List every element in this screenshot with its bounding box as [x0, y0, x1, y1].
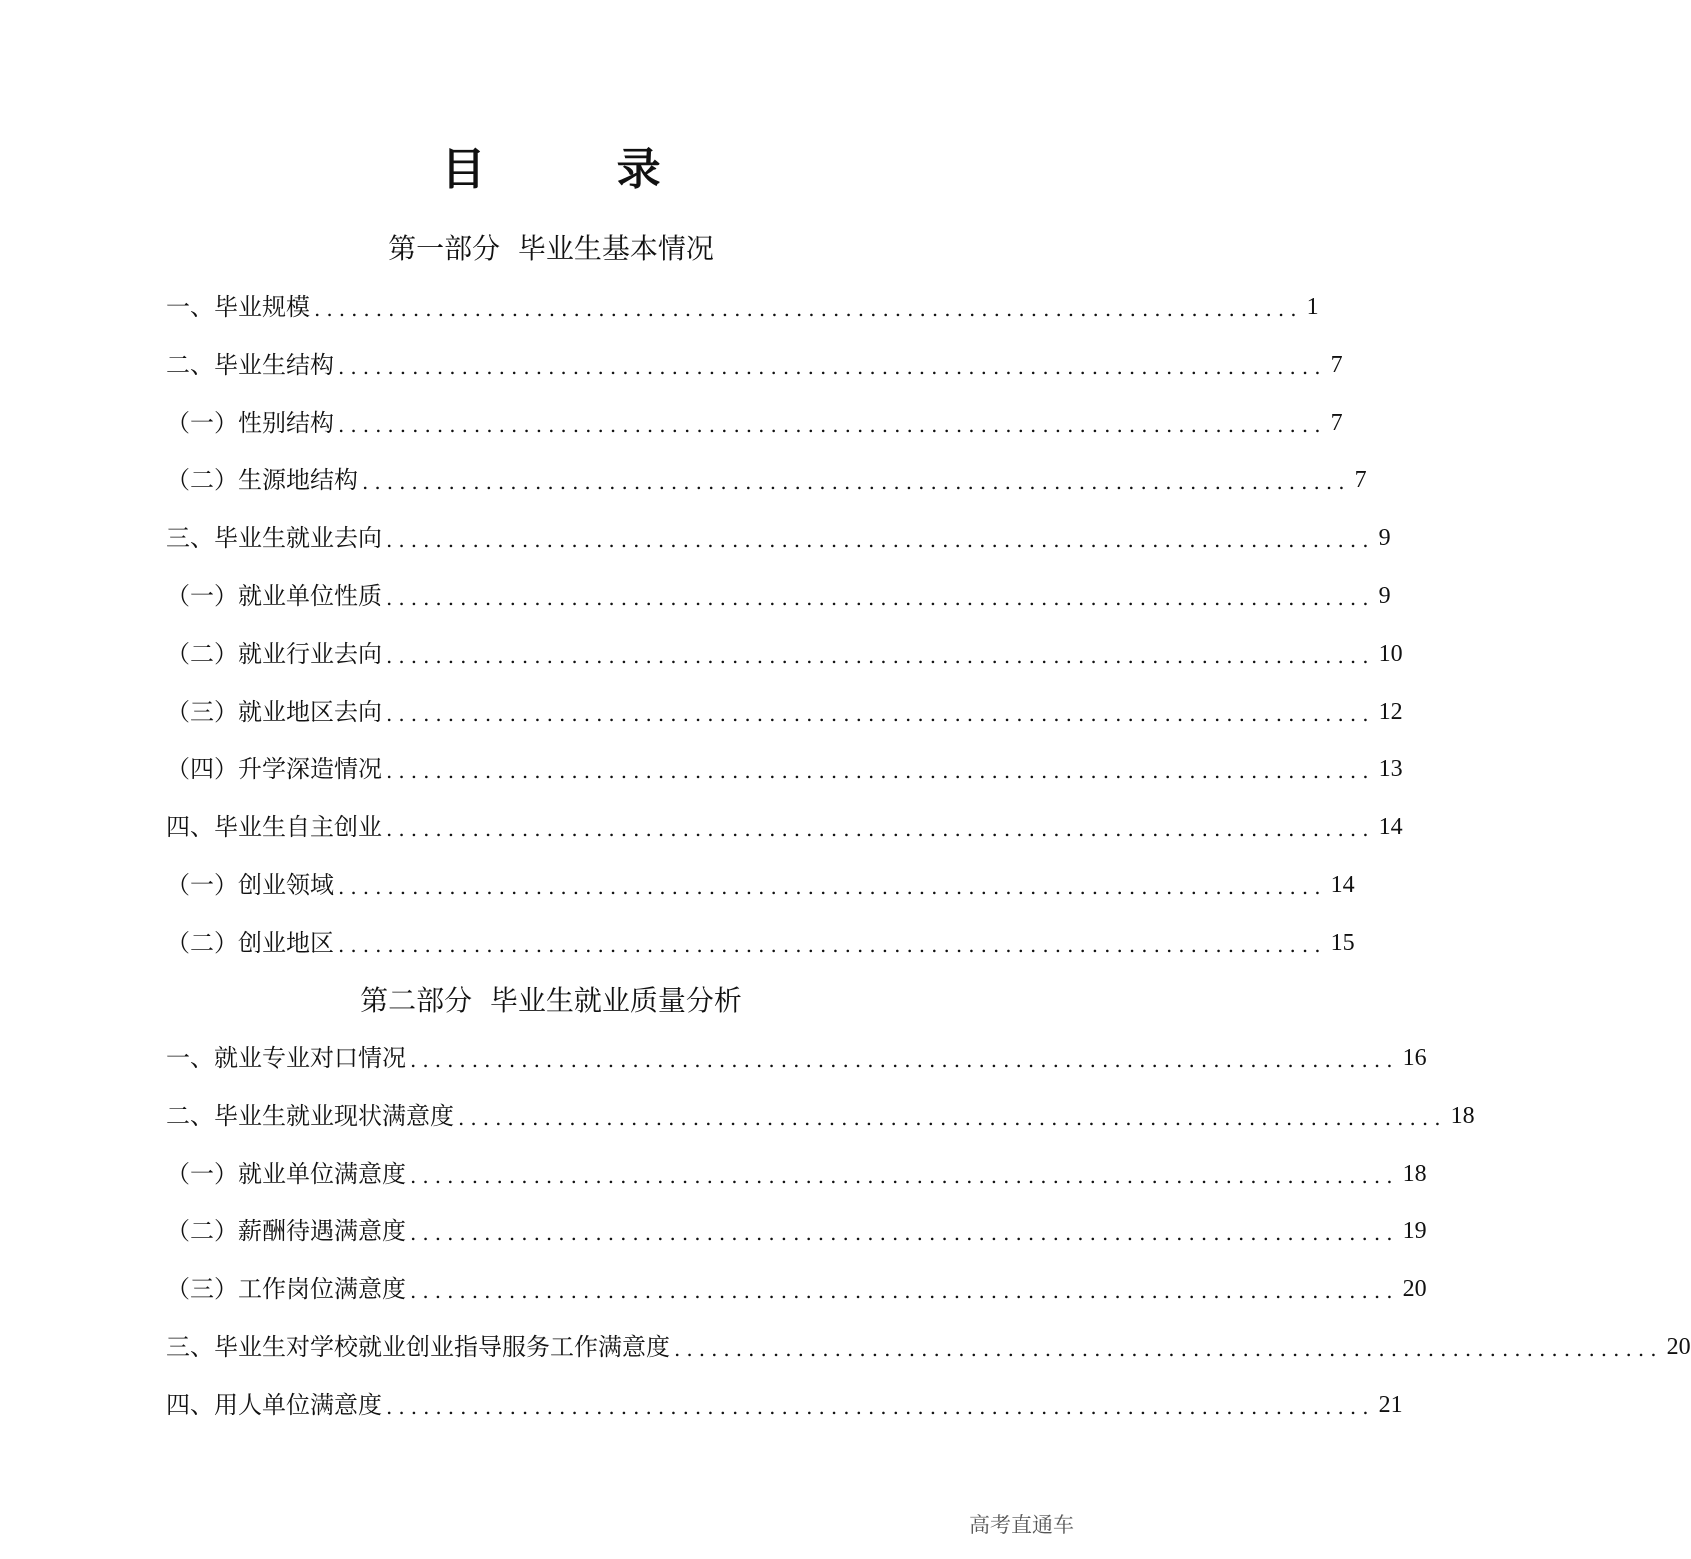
toc-page-number: 7 [1330, 352, 1343, 378]
toc-leader: ................................................................................ [338, 355, 1327, 379]
toc-entry-text: （四）升学深造情况 [166, 755, 382, 783]
toc-leader: ................................................................................ [386, 586, 1375, 610]
toc-page-number: 13 [1378, 756, 1403, 782]
toc-page-number: 20 [1666, 1334, 1691, 1360]
toc-entry[interactable] [166, 1041, 1427, 1075]
toc-page-number: 1 [1306, 294, 1319, 320]
toc-entry-text: （二）薪酬待遇满意度 [166, 1217, 406, 1245]
toc-page-number: 15 [1330, 930, 1355, 956]
toc-entry[interactable] [166, 810, 1403, 844]
toc-page-number: 14 [1330, 872, 1355, 898]
toc-leader: ................................................................................ [362, 470, 1351, 494]
part-one-heading: 第一部分 毕业生基本情况 [388, 232, 714, 265]
toc-entry[interactable] [166, 463, 1367, 497]
toc-leader: ................................................................................ [410, 1164, 1399, 1188]
toc-entry[interactable] [166, 1214, 1427, 1248]
toc-entry[interactable] [166, 1330, 1691, 1364]
toc-leader: ................................................................................ [410, 1221, 1399, 1245]
toc-entry[interactable] [166, 348, 1343, 382]
toc-entry-text: （三）就业地区去向 [166, 698, 382, 726]
toc-entry-text: （三）工作岗位满意度 [166, 1275, 406, 1303]
toc-entry[interactable] [166, 695, 1403, 729]
toc-entry[interactable] [166, 290, 1319, 324]
part-two-heading: 第二部分 毕业生就业质量分析 [360, 984, 742, 1017]
toc-entry-text: （一）创业领域 [166, 871, 334, 899]
toc-entry-text: （一）性别结构 [166, 409, 334, 437]
toc-leader: ................................................................................ [338, 875, 1327, 899]
toc-entry-text: 一、就业专业对口情况 [166, 1044, 406, 1072]
toc-entry[interactable] [166, 1388, 1403, 1422]
toc-leader: ................................................................................ [386, 1395, 1375, 1419]
toc-page-number: 10 [1378, 641, 1403, 667]
toc-entry-text: （二）创业地区 [166, 929, 334, 957]
toc-entry-text: 三、毕业生就业去向 [166, 524, 382, 552]
toc-leader: ................................................................................ [386, 817, 1375, 841]
toc-entry[interactable] [166, 868, 1355, 902]
toc-entry[interactable] [166, 1157, 1427, 1191]
toc-page-number: 9 [1378, 525, 1391, 551]
toc-entry[interactable] [166, 1099, 1475, 1133]
toc-entry-text: （二）生源地结构 [166, 466, 358, 494]
toc-entry-text: 一、毕业规模 [166, 293, 310, 321]
toc-page-number: 20 [1402, 1276, 1427, 1302]
toc-entry-text: （二）就业行业去向 [166, 640, 382, 668]
toc-leader: ................................................................................ [386, 759, 1375, 783]
toc-entry-text: 四、用人单位满意度 [166, 1391, 382, 1419]
toc-page-number: 19 [1402, 1218, 1427, 1244]
toc-page-number: 9 [1378, 583, 1391, 609]
page-title: 目 录 [441, 144, 719, 195]
toc-page-number: 18 [1402, 1161, 1427, 1187]
watermark: 高考直通车 [969, 1513, 1074, 1537]
toc-entry-text: 二、毕业生结构 [166, 351, 334, 379]
toc-page-number: 14 [1378, 814, 1403, 840]
toc-entry-text: （一）就业单位性质 [166, 582, 382, 610]
toc-page-number: 7 [1354, 467, 1367, 493]
toc-page-number: 7 [1330, 410, 1343, 436]
toc-entry[interactable] [166, 926, 1355, 960]
toc-leader: ................................................................................ [386, 702, 1375, 726]
toc-leader: ................................................................................ [674, 1337, 1663, 1361]
toc-entry[interactable] [166, 406, 1343, 440]
toc-leader: ................................................................................ [410, 1048, 1399, 1072]
toc-leader: ................................................................................ [410, 1279, 1399, 1303]
toc-leader: ................................................................................ [386, 644, 1375, 668]
toc-leader: ................................................................................ [314, 297, 1303, 321]
toc-entry[interactable] [166, 637, 1403, 671]
toc-page-number: 21 [1378, 1392, 1403, 1418]
toc-leader: ................................................................................ [458, 1106, 1447, 1130]
toc-page-number: 16 [1402, 1045, 1427, 1071]
toc-leader: ................................................................................ [386, 528, 1375, 552]
toc-leader: ................................................................................ [338, 933, 1327, 957]
toc-entry-text: 三、毕业生对学校就业创业指导服务工作满意度 [166, 1333, 670, 1361]
toc-page-number: 18 [1450, 1103, 1475, 1129]
toc-entry[interactable] [166, 521, 1391, 555]
toc-entry[interactable] [166, 752, 1403, 786]
toc-page-number: 12 [1378, 699, 1403, 725]
toc-entry[interactable] [166, 1272, 1427, 1306]
toc-entry[interactable] [166, 579, 1391, 613]
toc-leader: ................................................................................ [338, 413, 1327, 437]
toc-entry-text: （一）就业单位满意度 [166, 1160, 406, 1188]
toc-entry-text: 二、毕业生就业现状满意度 [166, 1102, 454, 1130]
toc-entry-text: 四、毕业生自主创业 [166, 813, 382, 841]
